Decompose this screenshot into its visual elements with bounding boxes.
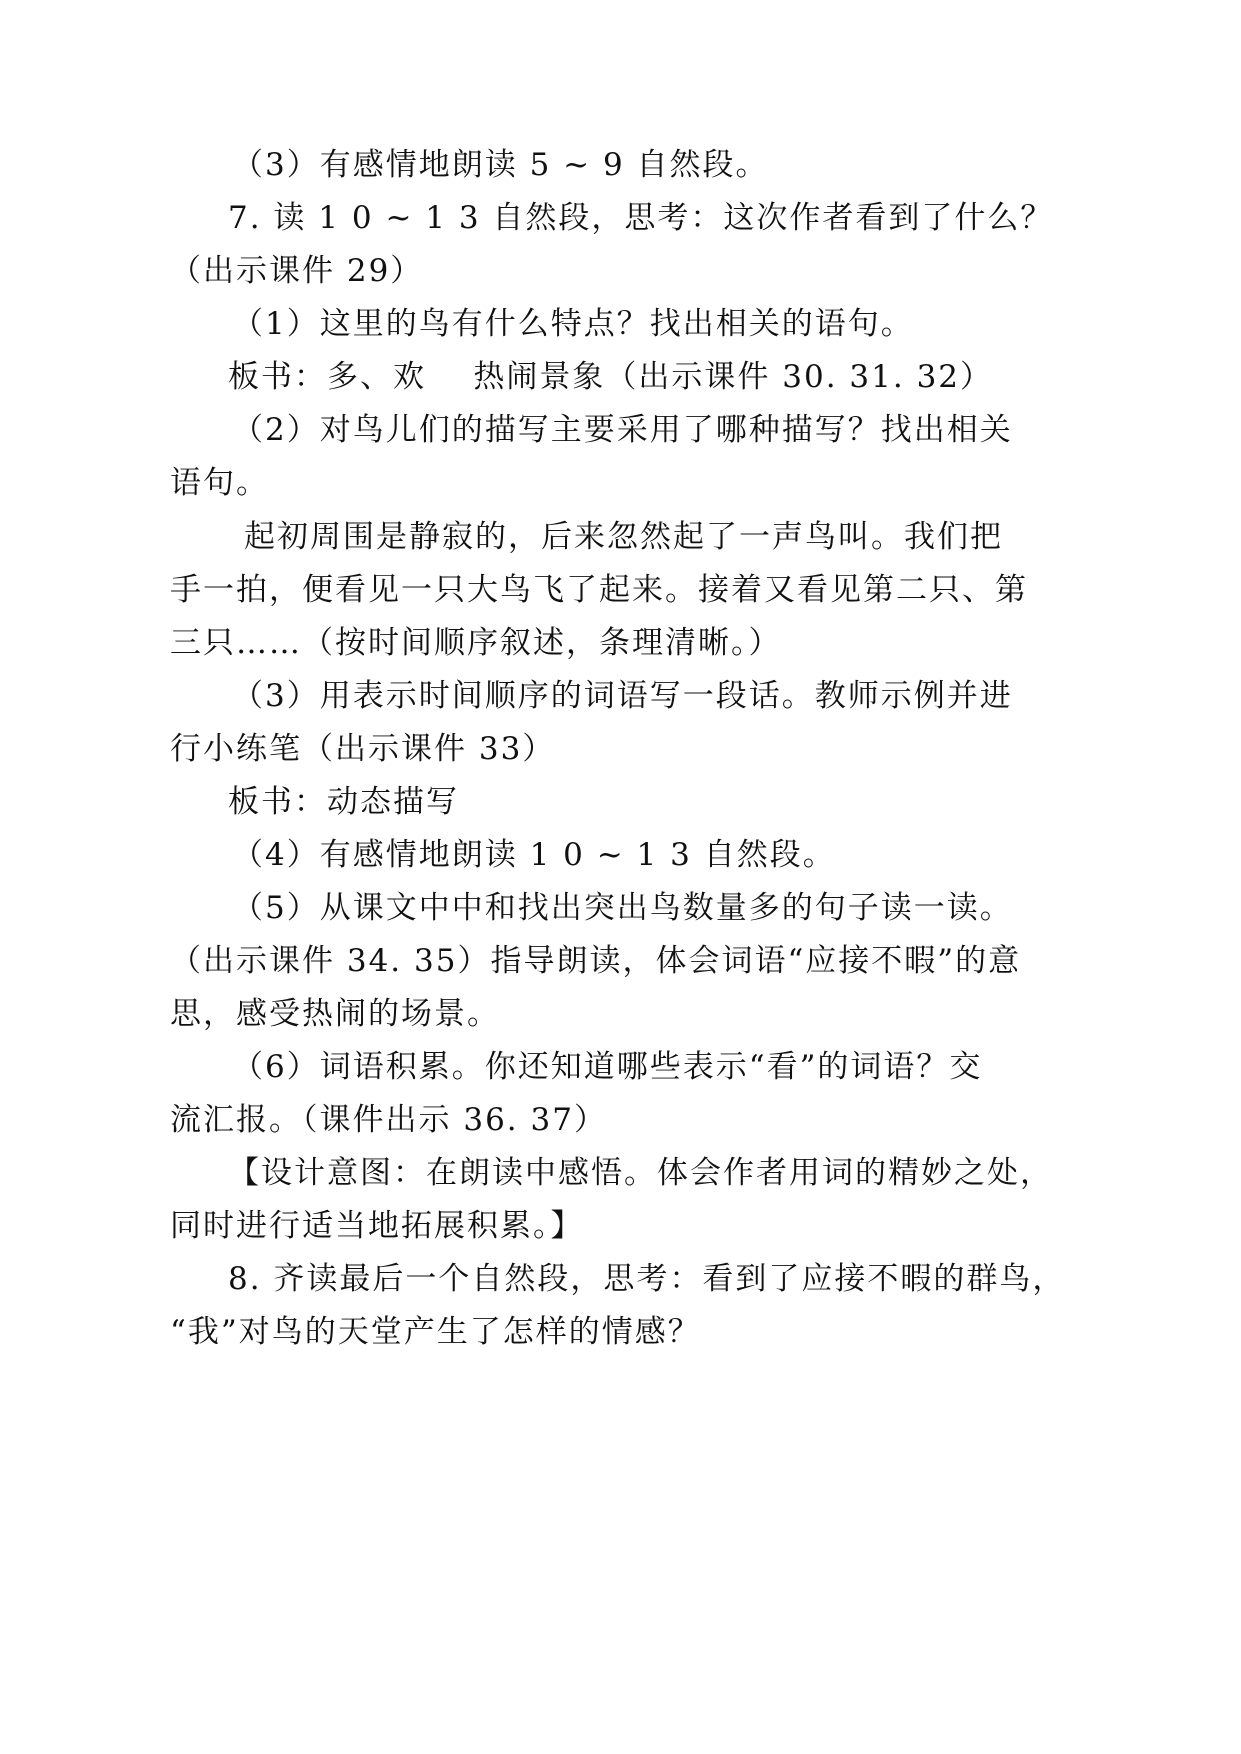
text-line: 行小练笔（出示课件 33） [170,731,556,767]
text-line: （出示课件 34. 35）指导朗读，体会词语“应接不暇”的意 [170,943,1022,979]
text-line: 语句。 [170,465,269,501]
text-line: 思，感受热闹的场景。 [170,996,500,1032]
text-line: 起初周围是静寂的，后来忽然起了一声鸟叫。我们把 [244,519,1003,555]
text-line: “我”对鸟的天堂产生了怎样的情感？ [170,1314,701,1350]
text-line: 【设计意图：在朗读中感悟。体会作者用词的精妙之处， [228,1155,1053,1191]
text-line: （4）有感情地朗读 1 0 ~ 1 3 自然段。 [232,837,836,873]
text-line: （3）有感情地朗读 5 ~ 9 自然段。 [232,147,769,183]
text-line: 8. 齐读最后一个自然段，思考：看到了应接不暇的群鸟， [228,1261,1066,1297]
text-line: （5）从课文中中和找出突出鸟数量多的句子读一读。 [232,890,1013,926]
text-line: （3）用表示时间顺序的词语写一段话。教师示例并进 [232,678,1013,714]
text-line: （1）这里的鸟有什么特点？找出相关的语句。 [232,306,914,342]
text-line: 板书：动态描写 [228,784,459,820]
text-line: （6）词语积累。你还知道哪些表示“看”的词语？交 [232,1049,983,1085]
text-line: 三只……（按时间顺序叙述，条理清晰。） [170,625,782,661]
text-line: 7. 读 1 0 ~ 1 3 自然段，思考：这次作者看到了什么？ [228,200,1054,236]
text-line: 板书：多、欢 热闹景象（出示课件 30. 31. 32） [228,359,994,395]
text-line: （出示课件 29） [170,253,424,289]
text-line: 同时进行适当地拓展积累。】 [170,1208,584,1244]
text-line: 流汇报。（课件出示 36. 37） [170,1102,607,1138]
text-line: （2）对鸟儿们的描写主要采用了哪种描写？找出相关 [232,412,1013,448]
text-line: 手一拍，便看见一只大鸟飞了起来。接着又看见第二只、第 [170,572,1028,608]
